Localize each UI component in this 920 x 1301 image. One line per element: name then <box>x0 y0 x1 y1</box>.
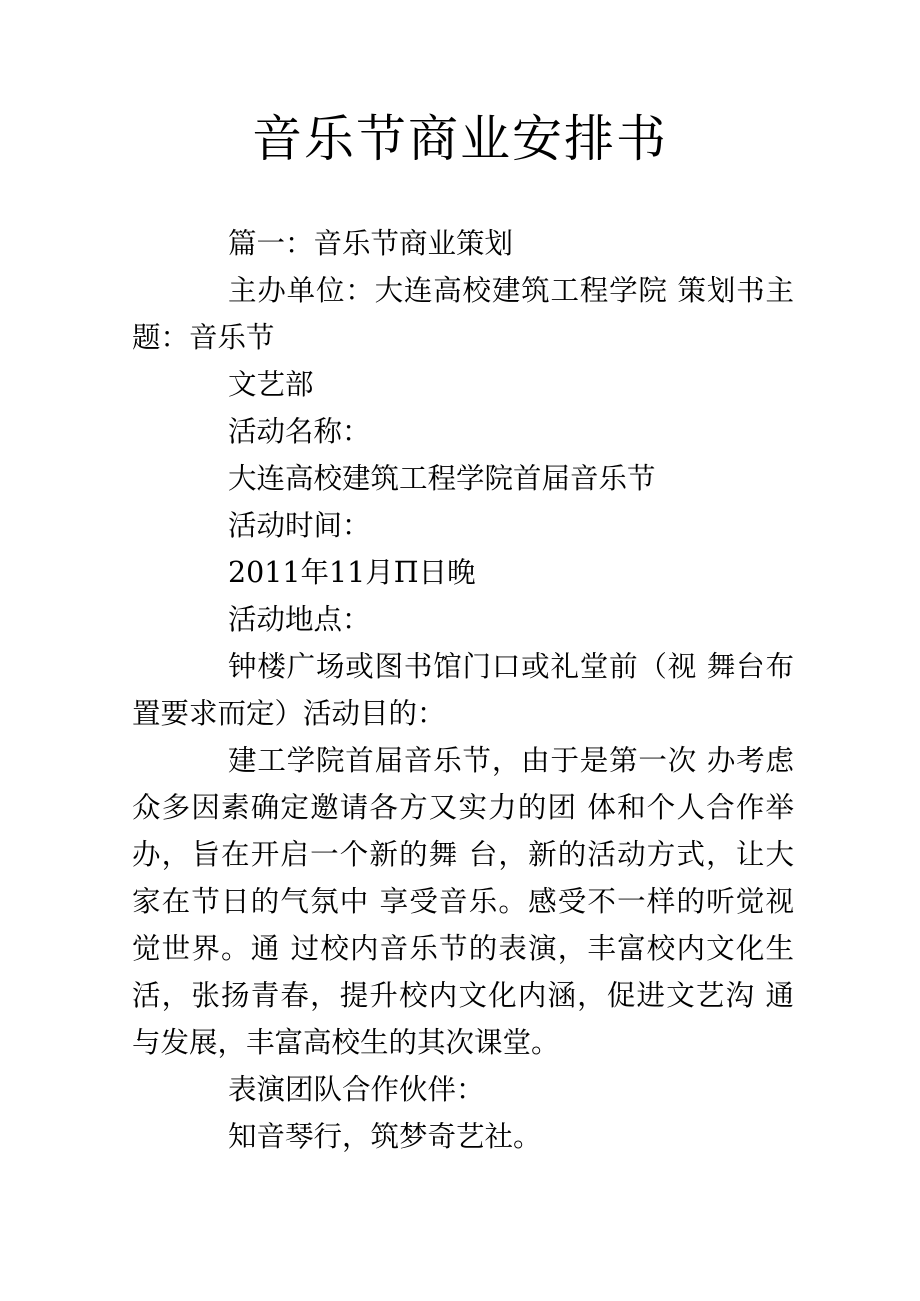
paragraph-event-name: 大连高校建筑工程学院首届音乐节 <box>228 462 656 495</box>
paragraph-event-time: 2011年11月Π日晚 <box>228 556 476 589</box>
paragraph-partners: 知音琴行，筑梦奇艺社。 <box>228 1120 542 1153</box>
paragraph-department: 文艺部 <box>228 368 314 401</box>
paragraph-event-name-label: 活动名称： <box>228 415 371 448</box>
paragraph-partners-label: 表演团队合作伙伴： <box>228 1073 485 1106</box>
paragraph-event-purpose: 建工学院首届音乐节，由于是第一次 办考虑众多因素确定邀请各方又实力的团 体和个人合作举办，旨在开启一个新的舞 台，新的活动方式，让大家在节日的气氛中 享受音乐。感受不一样的听觉视觉世界。通 过校内音乐节的表演，丰富校内文化生活，张扬青春，提升校内文化内涵，促进文艺沟 通与发展，丰富高校生的其次课堂。 <box>132 744 794 1059</box>
paragraph-event-location: 钟楼广场或图书馆门口或礼堂前（视 舞台布置要求而定）活动目的： <box>132 650 794 730</box>
paragraph-event-location-label: 活动地点： <box>228 603 371 636</box>
paragraph-event-time-label: 活动时间： <box>228 509 371 542</box>
document-body <box>132 220 794 1160</box>
paragraph-section-heading: 篇一：音乐节商业策划 <box>228 227 514 260</box>
document-title: 音乐节商业安排书 <box>252 110 668 168</box>
paragraph-organizer-theme: 主办单位：大连高校建筑工程学院 策划书主题：音乐节 <box>132 274 794 354</box>
